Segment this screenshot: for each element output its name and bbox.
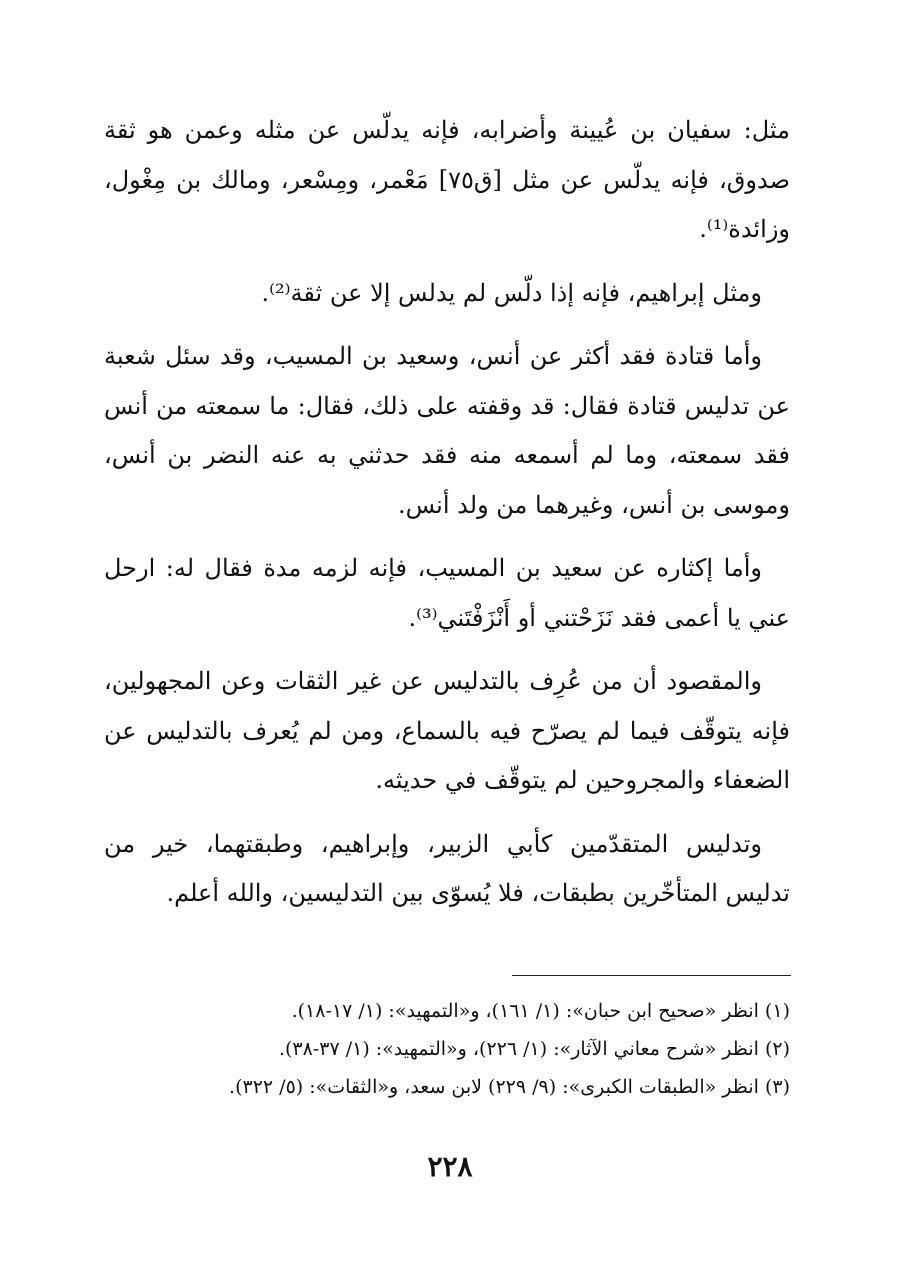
paragraph-3: وأما قتادة فقد أكثر عن أنس، وسعيد بن المسيب، وقد سئل شعبة عن تدليس قتادة فقال: قد وقفته على ذلك، فقال: ما سمعته من أنس فقد سمعته، وما لم أسمعه منه فقد حدثني به عنه النضر بن أنس، وموسى بن أنس، وغيرهما من ولد أنس. [104, 342, 790, 519]
paragraph-1: مثل: سفيان بن عُيينة وأضرابه، فإنه يدلّس عن مثله وعمن هو ثقة صدوق، فإنه يدلّس عن مثل [ق٧٥] مَعْمر، ومِسْعر، ومالك بن مِغْول، وزائدة⁽¹⁾. [104, 116, 790, 243]
paragraph-6: وتدليس المتقدّمين كأبي الزبير، وإبراهيم، وطبقتهما، خير من تدليس المتأخّرين بطبقات، فلا يُسوّى بين التدليسين، والله أعلم. [104, 829, 790, 907]
footnote-3: (٣) انظر «الطبقات الكبرى»: (٩/ ٢٢٩) لابن سعد، و«الثقات»: (٥/ ٣٢٢). [229, 1076, 790, 1098]
paragraph-5: والمقصود أن من عُرِف بالتدليس عن غير الثقات وعن المجهولين، فإنه يتوقّف فيما لم يصرّح فيه بالسماع، ومن لم يُعرف بالتدليس عن الضعفاء والمجروحين لم يتوقّف في حديثه. [104, 667, 790, 794]
page-number: ٢٢٨ [427, 1150, 473, 1183]
footnotes [150, 992, 790, 1106]
footnote-divider [512, 975, 791, 976]
paragraph-4: وأما إكثاره عن سعيد بن المسيب، فإنه لزمه مدة فقال له: ارحل عني يا أعمى فقد نَزَحْتني أو أَنْزَفْتَني⁽³⁾. [104, 554, 790, 632]
main-text [104, 106, 790, 933]
footnote-1: (١) انظر «صحيح ابن حبان»: (١/ ١٦١)، و«التمهيد»: (١/ ١٧-١٨). [291, 1000, 790, 1022]
footnote-2: (٢) انظر «شرح معاني الآثار»: (١/ ٢٢٦)، و«التمهيد»: (١/ ٣٧-٣٨). [278, 1038, 790, 1060]
paragraph-2: ومثل إبراهيم، فإنه إذا دلّس لم يدلس إلا عن ثقة⁽²⁾. [261, 278, 762, 307]
